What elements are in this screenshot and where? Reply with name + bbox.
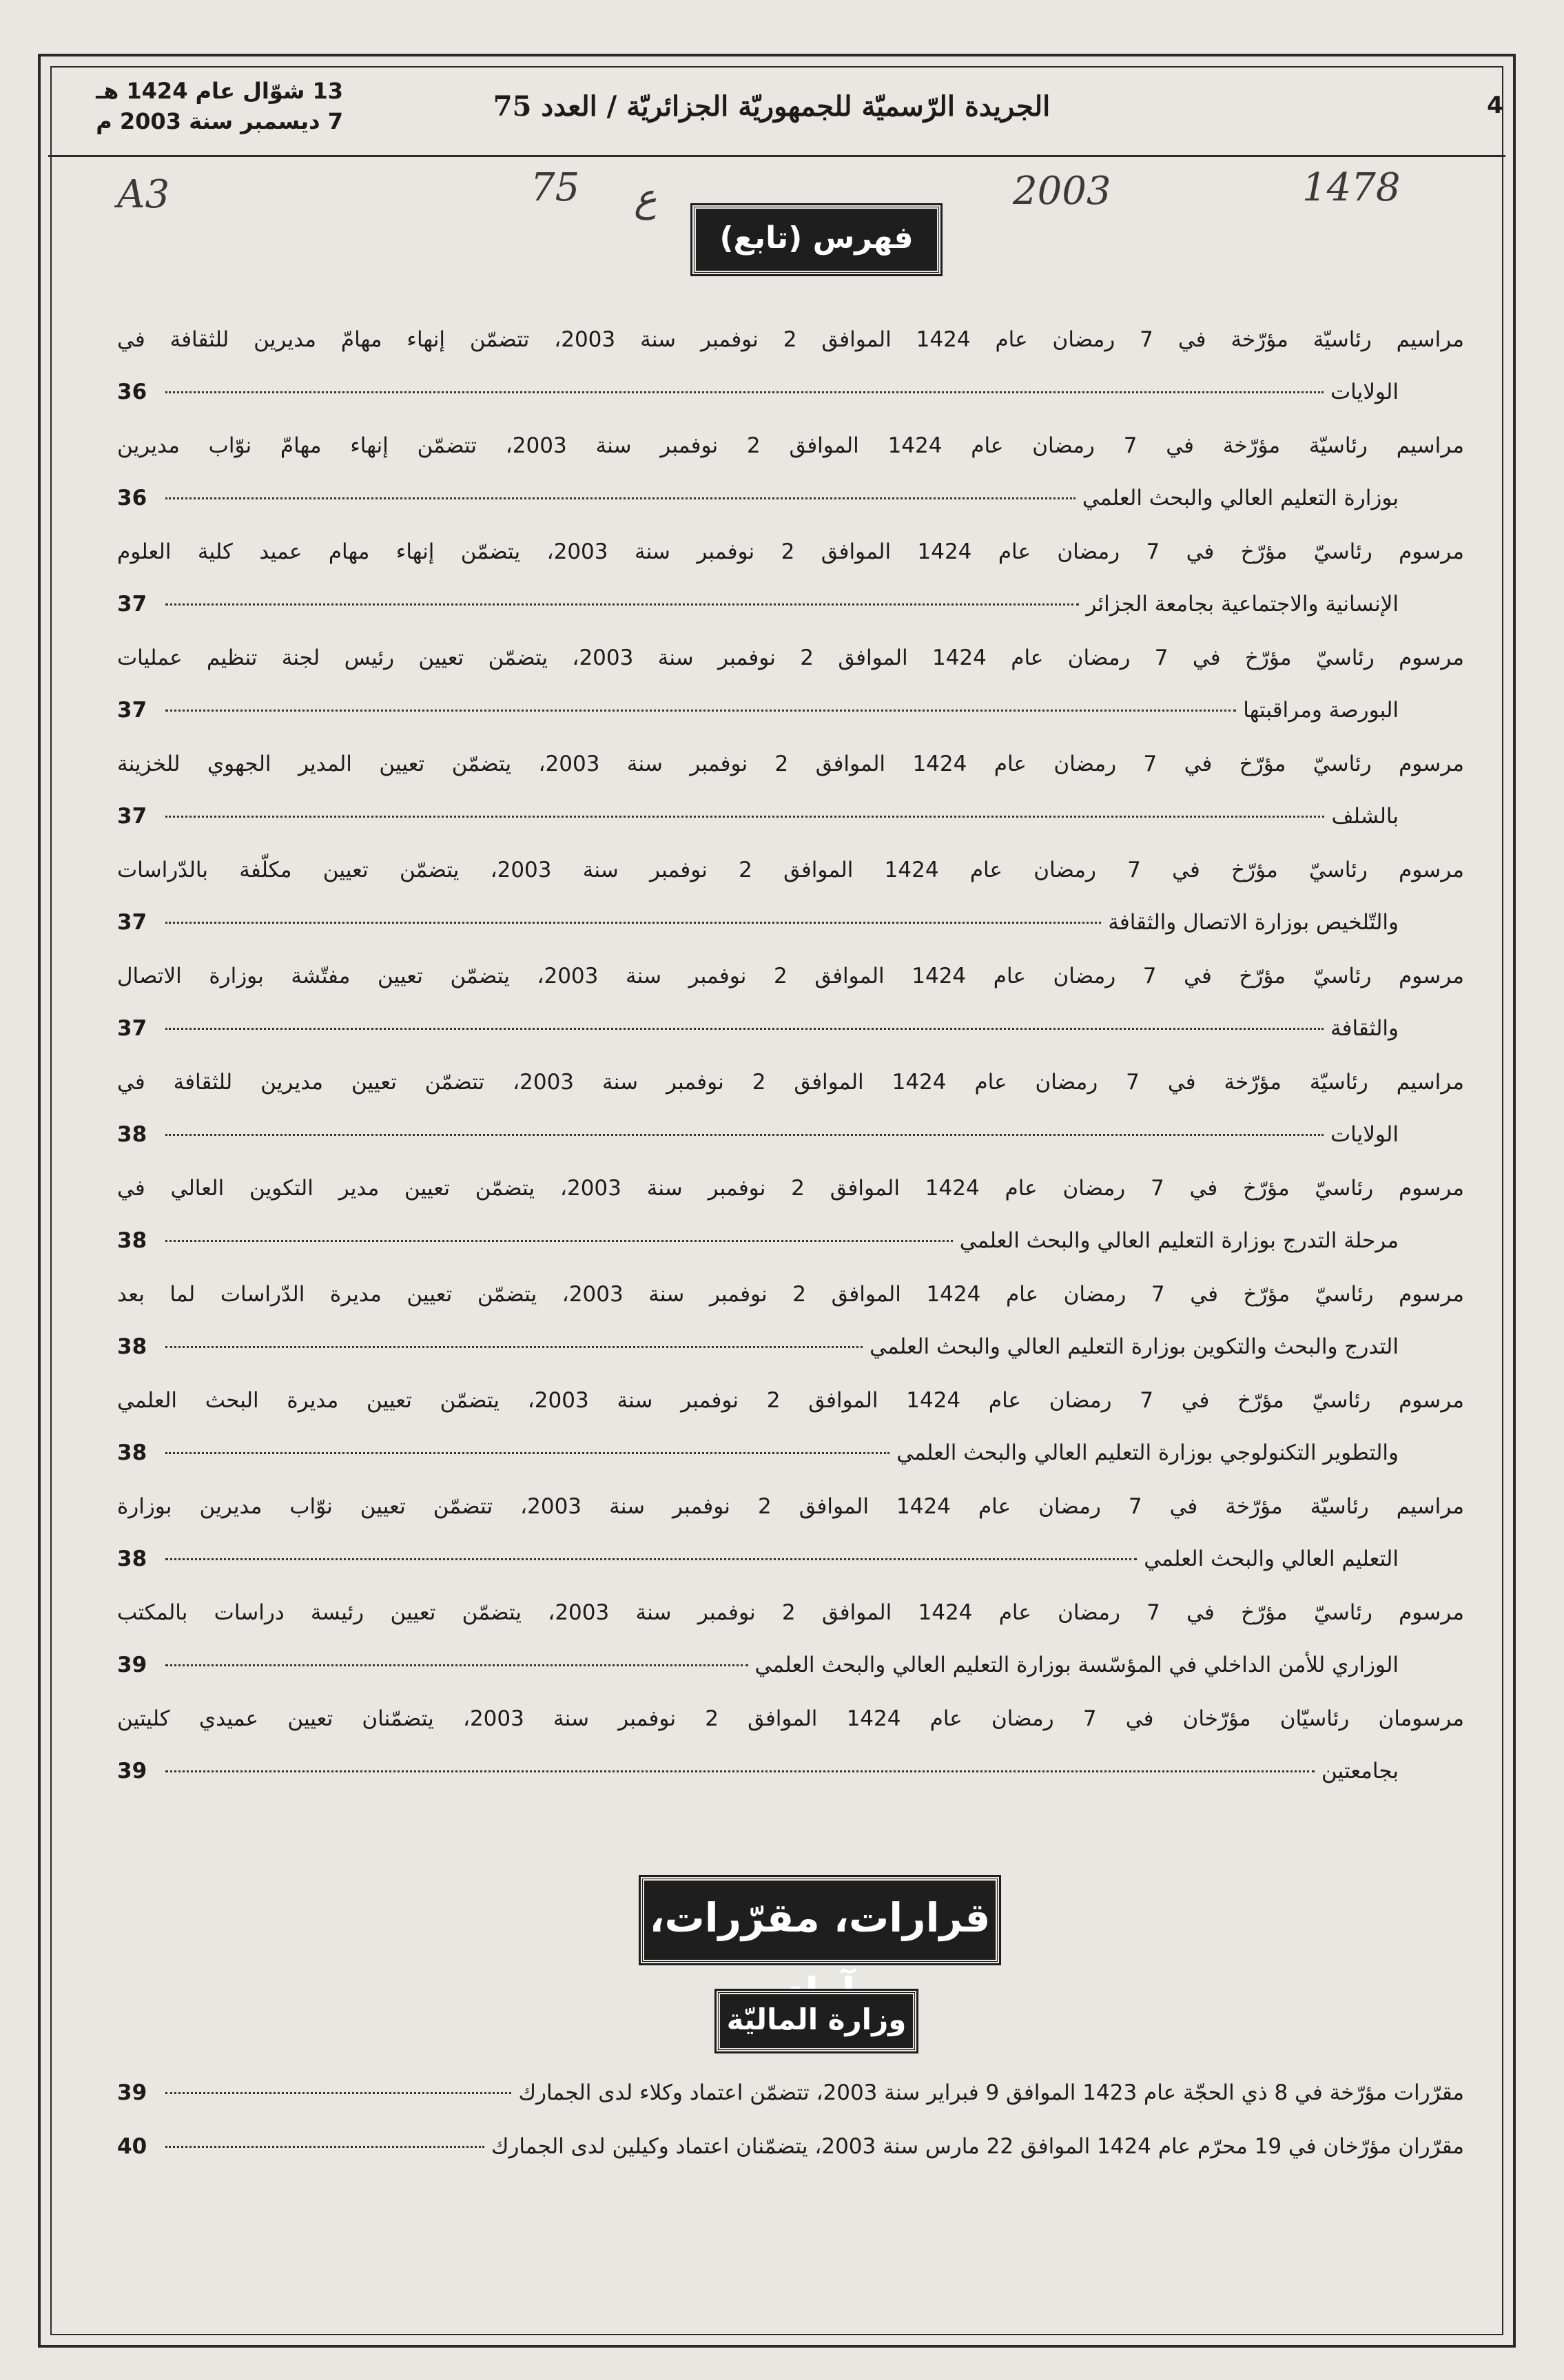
entry-page: 38 [117, 1228, 147, 1253]
entry-first-line: مراسيم رئاسيّة مؤرّخة في 7 رمضان عام 1424 الموافق 2 نوفمبر سنة 2003، تتضمّن تعيين نوّاب مديرين بوزارة [117, 1494, 1464, 1519]
index-entry [117, 1693, 1464, 1797]
entry-continuation: والثقافة [1330, 1016, 1399, 1041]
index-entry [117, 1586, 1464, 1691]
index-entry [117, 1374, 1464, 1479]
handwritten-code: 1478 [1302, 165, 1401, 210]
index-entry [117, 632, 1464, 736]
index-entry [117, 1268, 1464, 1373]
date-hijri: 13 شوّال عام 1424 هـ [96, 78, 343, 104]
ministry-entry-page: 39 [117, 2080, 147, 2105]
entry-first-line: مرسوم رئاسيّ مؤرّخ في 7 رمضان عام 1424 الموافق 2 نوفمبر سنة 2003، يتضمّن تعيين مديرة البحث العلمي [117, 1388, 1464, 1413]
leader-dots [165, 1346, 863, 1348]
index-entry [117, 844, 1464, 949]
ministry-entry [117, 2067, 1464, 2119]
ministry-entry-text: مقرّران مؤرّخان في 19 محرّم عام 1424 الموافق 22 مارس سنة 2003، يتضمّنان اعتماد وكيلين لدى الجمارك [491, 2134, 1464, 2159]
leader-dots [165, 1558, 1137, 1560]
entry-page: 37 [117, 698, 147, 723]
leader-dots [165, 1134, 1324, 1136]
index-entry [117, 1480, 1464, 1585]
entry-continuation: والتطوير التكنولوجي بوزارة التعليم العالي والبحث العلمي [896, 1440, 1399, 1465]
handwritten-75: 75 [531, 165, 580, 210]
section-heading: قرارات، مقرّرات، [641, 1877, 999, 1963]
leader-dots [165, 922, 1101, 924]
ministry-entries [117, 2067, 1464, 2174]
leader-dots [165, 816, 1324, 818]
journal-title: الجريدة الرّسميّة للجمهوريّة الجزائريّة / العدد 75 [493, 90, 1051, 123]
index-entry [117, 738, 1464, 842]
entry-page: 38 [117, 1440, 147, 1465]
index-entry [117, 950, 1464, 1055]
leader-dots [165, 1240, 953, 1242]
leader-dots [165, 1770, 1315, 1772]
page-header [48, 65, 1505, 157]
leader-dots [165, 391, 1324, 393]
entry-page: 37 [117, 804, 147, 829]
entry-first-line: مرسوم رئاسيّ مؤرّخ في 7 رمضان عام 1424 الموافق 2 نوفمبر سنة 2003، يتضمّن تعيين مفتّشة بوزارة الاتصال [117, 964, 1464, 989]
entry-first-line: مراسيم رئاسيّة مؤرّخة في 7 رمضان عام 1424 الموافق 2 نوفمبر سنة 2003، تتضمّن إنهاء مهامّ نوّاب مديرين [117, 433, 1464, 458]
entry-continuation: الإنسانية والاجتماعية بجامعة الجزائر [1086, 592, 1399, 617]
entry-continuation: مرحلة التدرج بوزارة التعليم العالي والبحث العلمي [959, 1228, 1399, 1253]
index-heading: فهرس (تابع) [692, 205, 940, 274]
entry-continuation: بالشلف [1331, 804, 1399, 829]
entry-first-line: مرسوم رئاسيّ مؤرّخ في 7 رمضان عام 1424 الموافق 2 نوفمبر سنة 2003، يتضمّن تعيين مدير التكوين العالي في [117, 1176, 1464, 1201]
entry-first-line: مرسومان رئاسيّان مؤرّخان في 7 رمضان عام 1424 الموافق 2 نوفمبر سنة 2003، يتضمّنان تعيين عميدي كليتين [117, 1706, 1464, 1731]
leader-dots [165, 603, 1079, 606]
entry-continuation: التدرج والبحث والتكوين بوزارة التعليم العالي والبحث العلمي [870, 1334, 1399, 1359]
entry-first-line: مراسيم رئاسيّة مؤرّخة في 7 رمضان عام 1424 الموافق 2 نوفمبر سنة 2003، تتضمّن إنهاء مهامّ مديرين للثقافة في [117, 327, 1464, 352]
index-entry [117, 1056, 1464, 1161]
leader-dots [165, 2092, 511, 2094]
entry-continuation: والتّلخيص بوزارة الاتصال والثقافة [1108, 910, 1399, 935]
handwritten-2003: 2003 [1013, 169, 1111, 214]
entry-page: 36 [117, 380, 147, 404]
entry-continuation: التعليم العالي والبحث العلمي [1144, 1546, 1399, 1571]
entry-continuation: بوزارة التعليم العالي والبحث العلمي [1082, 486, 1399, 510]
entry-page: 38 [117, 1122, 147, 1147]
entry-first-line: مراسيم رئاسيّة مؤرّخة في 7 رمضان عام 1424 الموافق 2 نوفمبر سنة 2003، تتضمّن تعيين مديرين للثقافة في [117, 1070, 1464, 1095]
leader-dots [165, 1452, 889, 1454]
entry-first-line: مرسوم رئاسيّ مؤرّخ في 7 رمضان عام 1424 الموافق 2 نوفمبر سنة 2003، يتضمّن تعيين مديرة الدّراسات لما بعد [117, 1282, 1464, 1307]
leader-dots [165, 710, 1236, 712]
ministry-entry [117, 2120, 1464, 2173]
ministry-entry-page: 40 [117, 2134, 147, 2159]
index-entries [117, 313, 1464, 1799]
index-entry [117, 526, 1464, 630]
entry-first-line: مرسوم رئاسيّ مؤرّخ في 7 رمضان عام 1424 الموافق 2 نوفمبر سنة 2003، يتضمّن إنهاء مهام عميد كلية العلوم [117, 539, 1464, 564]
leader-dots [165, 1028, 1324, 1030]
page-number: 4 [1487, 92, 1503, 119]
entry-page: 38 [117, 1334, 147, 1359]
ministry-heading: وزارة الماليّة [717, 1991, 916, 2051]
entry-continuation: بجامعتين [1321, 1759, 1399, 1783]
index-entry [117, 420, 1464, 524]
entry-continuation: البورصة ومراقبتها [1243, 698, 1399, 723]
entry-page: 39 [117, 1653, 147, 1677]
entry-continuation: الولايات [1330, 1122, 1399, 1147]
entry-first-line: مرسوم رئاسيّ مؤرّخ في 7 رمضان عام 1424 الموافق 2 نوفمبر سنة 2003، يتضمّن تعيين رئيس لجنة تنظيم عمليات [117, 645, 1464, 670]
leader-dots [165, 2146, 484, 2148]
leader-dots [165, 1664, 748, 1666]
entry-continuation: الولايات [1330, 380, 1399, 404]
entry-first-line: مرسوم رئاسيّ مؤرّخ في 7 رمضان عام 1424 الموافق 2 نوفمبر سنة 2003، يتضمّن تعيين مكلّفة بالدّراسات [117, 858, 1464, 882]
entry-continuation: الوزاري للأمن الداخلي في المؤسّسة بوزارة التعليم العالي والبحث العلمي [754, 1653, 1399, 1677]
handwritten-ein: ع [634, 176, 657, 220]
leader-dots [165, 497, 1076, 499]
entry-page: 37 [117, 1016, 147, 1041]
entry-first-line: مرسوم رئاسيّ مؤرّخ في 7 رمضان عام 1424 الموافق 2 نوفمبر سنة 2003، يتضمّن تعيين رئيسة دراسات بالمكتب [117, 1600, 1464, 1625]
entry-first-line: مرسوم رئاسيّ مؤرّخ في 7 رمضان عام 1424 الموافق 2 نوفمبر سنة 2003، يتضمّن تعيين المدير الجهوي للخزينة [117, 752, 1464, 776]
entry-page: 38 [117, 1546, 147, 1571]
date-gregorian: 7 ديسمبر سنة 2003 م [96, 108, 343, 134]
index-entry [117, 313, 1464, 418]
issue-date [54, 76, 343, 136]
entry-page: 36 [117, 486, 147, 510]
index-entry [117, 1162, 1464, 1267]
handwritten-a3: A3 [117, 172, 170, 217]
entry-page: 37 [117, 592, 147, 617]
ministry-entry-text: مقرّرات مؤرّخة في 8 ذي الحجّة عام 1423 الموافق 9 فبراير سنة 2003، تتضمّن اعتماد وكلاء لدى الجمارك [518, 2080, 1464, 2105]
entry-page: 39 [117, 1759, 147, 1783]
entry-page: 37 [117, 910, 147, 935]
